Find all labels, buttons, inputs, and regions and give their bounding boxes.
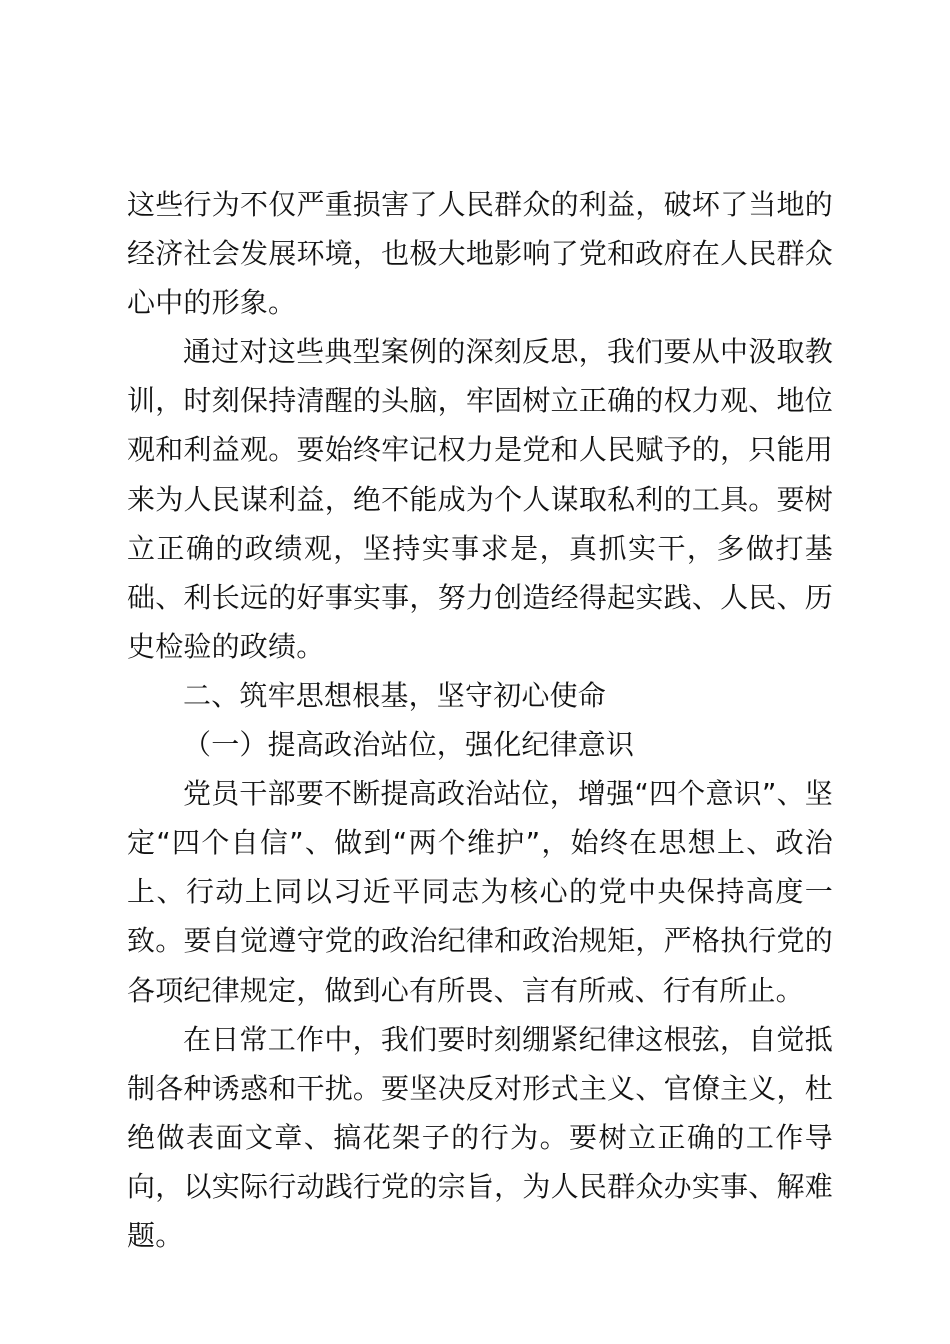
paragraph-4: 在日常工作中，我们要时刻绷紧纪律这根弦，自觉抵制各种诱惑和干扰。要坚决反对形式主义、官僚主义，杜绝做表面文章、搞花架子的行为。要树立正确的工作导向，以实际行动践行党的宗旨，为人民群众办实事、解难题。 bbox=[127, 1022, 833, 1252]
paragraph-2: 通过对这些典型案例的深刻反思，我们要从中汲取教训，时刻保持清醒的头脑，牢固树立正确的权力观、地位观和利益观。要始终牢记权力是党和人民赋予的，只能用来为人民谋利益，绝不能成为个人谋取私利的工具。要树立正确的政绩观，坚持实事求是，真抓实干，多做打基础、利长远的好事实事，努力创造经得起实践、人民、历史检验的政绩。 bbox=[127, 335, 833, 663]
document-body bbox=[127, 180, 833, 1260]
subsection-heading: （一）提高政治站位，强化纪律意识 bbox=[183, 728, 635, 762]
paragraph-1: 这些行为不仅严重损害了人民群众的利益，破坏了当地的经济社会发展环境，也极大地影响了党和政府在人民群众心中的形象。 bbox=[127, 188, 833, 320]
section-heading: 二、筑牢思想根基，坚守初心使命 bbox=[183, 678, 607, 712]
paragraph-3: 党员干部要不断提高政治站位，增强“四个意识”、坚定“四个自信”、做到“两个维护”，始终在思想上、政治上、行动上同以习近平同志为核心的党中央保持高度一致。要自觉遵守党的政治纪律和政治规矩，严格执行党的各项纪律规定，做到心有所畏、言有所戒、行有所止。 bbox=[127, 777, 833, 1007]
